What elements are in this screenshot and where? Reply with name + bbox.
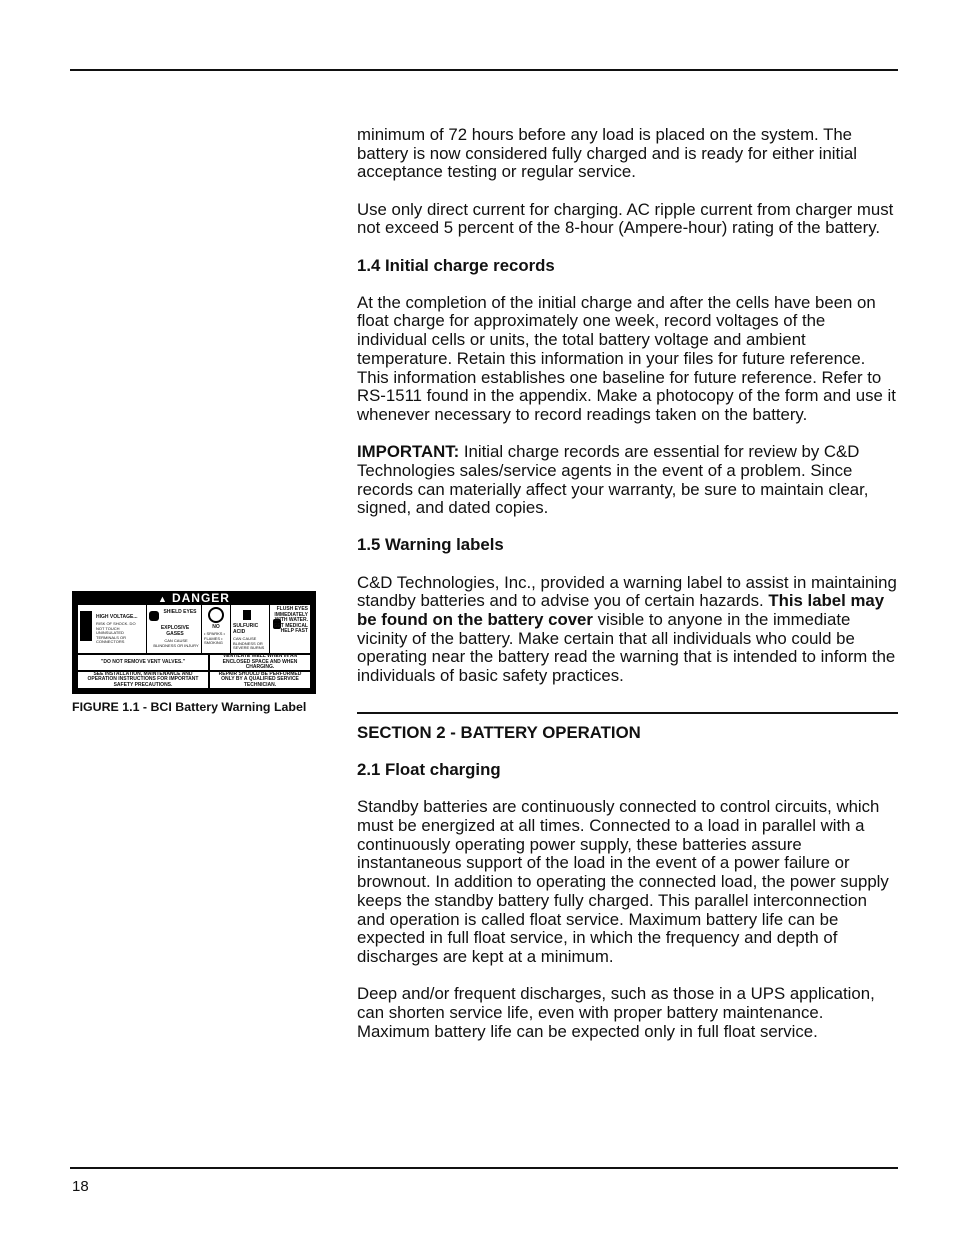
sulfuric-text: SULFURIC ACID xyxy=(233,623,259,635)
vent-row xyxy=(78,655,310,670)
footer-rule xyxy=(70,1167,898,1169)
header-rule xyxy=(70,69,898,71)
warning-label-figure xyxy=(72,591,316,694)
paragraph-important xyxy=(357,443,898,518)
warning-text-a: C&D Technologies, Inc., provided a warning label to assist in maintaining standby batteries and to advise you of certain hazards. xyxy=(357,572,897,611)
acid-icon xyxy=(243,610,251,620)
flush-eyes-text: FLUSH EYES IMMEDIATELY WITH WATER. GET MEDICAL HELP FAST xyxy=(273,606,308,634)
no-flames-cell xyxy=(202,605,231,653)
paragraph-warning-label xyxy=(357,574,898,686)
warning-text-b: visible to anyone in the immediate vicinity of the battery. Make certain that all individuals who could be operating near the battery read the warning that is intended to inform the individuals of basic safety practices. xyxy=(357,610,896,686)
explosive-note: CAN CAUSE BLINDNESS OR INJURY xyxy=(153,638,199,648)
vent-valves-text: "DO NOT REMOVE VENT VALVES." xyxy=(78,655,208,670)
paragraph-charge-records: At the completion of the initial charge and after the cells have been on float charge for approximately one week, record voltages of the individual cells or units, the total battery voltage and ambient temperature. Retain this information in your files for future reference. This information establishes one baseline for future reference. Refer to RS-1511 found in the appendix. Make a photocopy of the form and use it whenever necessary to record readings taken on the battery. xyxy=(357,292,896,424)
heading-warning-labels: 1.5 Warning labels xyxy=(357,535,504,555)
no-text: NO xyxy=(212,624,220,630)
flush-eyes-cell xyxy=(270,605,310,653)
no-smoking-icon xyxy=(208,607,224,623)
ventilate-text: VENTILATE WELL WHEN IN AN ENCLOSED SPACE AND WHEN CHARGING. xyxy=(210,655,310,670)
shield-eyes-text: SHIELD EYES xyxy=(163,609,197,615)
instructions-text: SEE INSTALLATION, MAINTENANCE AND OPERATION INSTRUCTIONS FOR IMPORTANT SAFETY PRECAUTIONS. xyxy=(78,672,208,688)
important-text: Initial charge records are essential for review by C&D Technologies sales/service agents in the event of a problem. Since records can materially affect your warranty, be sure to maintain clear, signed, and dated copies. xyxy=(357,442,869,518)
danger-banner xyxy=(74,593,314,604)
eye-shield-icon xyxy=(149,611,159,621)
paragraph-direct-current: Use only direct current for charging. AC ripple current from charger must not exceed 5 percent of the 8-hour (Ampere-hour) rating of the battery. xyxy=(357,199,894,238)
sulfuric-note: CAN CAUSE BLINDNESS OR SEVERE BURNS xyxy=(233,636,265,650)
sulfuric-cell xyxy=(231,605,270,653)
no-items-text: • SPARKS • FLAMES • SMOKING xyxy=(204,631,225,645)
warning-triangle-icon: ▲ xyxy=(158,594,168,604)
paragraph-deep-discharges: Deep and/or frequent discharges, such as those in a UPS application, can shorten service life, even with proper battery maintenance. Maximum battery life can be expected only in full float service. xyxy=(357,984,875,1041)
body-column xyxy=(357,126,898,1060)
hazard-panel xyxy=(78,605,310,653)
paragraph-float-charging: Standby batteries are continuously connected to control circuits, which must be energized at all times. Connected to a load in parallel with a continuously operating power supply, these batteries assure instantaneous support of the load in the event of a power failure or brownout. In addition to operating the connected load, the power supply keeps the standby battery fully charged. This parallel interconnection and operation is called float service. Maximum battery life can be expected in full float service, in which the frequency and depth of discharges are kept at a minimum. xyxy=(357,797,889,966)
explosive-text: EXPLOSIVE GASES xyxy=(160,625,190,637)
instructions-row xyxy=(78,672,310,688)
danger-text: DANGER xyxy=(171,591,230,605)
figure-caption: FIGURE 1.1 - BCI Battery Warning Label xyxy=(72,700,307,714)
heading-float-charging: 2.1 Float charging xyxy=(357,760,501,780)
explosive-cell xyxy=(147,605,202,653)
section-rule xyxy=(357,712,898,714)
high-voltage-note: RISK OF SHOCK. DO NOT TOUCH UNINSULATED TERMINALS OR CONNECTORS xyxy=(96,621,136,644)
important-label: IMPORTANT: xyxy=(357,442,460,462)
heading-initial-charge-records: 1.4 Initial charge records xyxy=(357,255,555,275)
high-voltage-title: HIGH VOLTAGE... xyxy=(96,614,138,620)
section-title: SECTION 2 - BATTERY OPERATION xyxy=(357,722,641,742)
repair-text: REPAIR SHOULD BE PERFORMED ONLY BY A QUALIFIED SERVICE TECHNICIAN. xyxy=(210,672,310,688)
warning-text-bold: This label may be found on the battery cover xyxy=(357,591,885,630)
paragraph-charge-duration: minimum of 72 hours before any load is placed on the system. The battery is now considered fully charged and is ready for either initial acceptance testing or regular service. xyxy=(357,125,857,182)
high-voltage-cell xyxy=(78,605,147,653)
page-number: 18 xyxy=(72,1178,89,1195)
lightning-icon xyxy=(80,611,92,641)
